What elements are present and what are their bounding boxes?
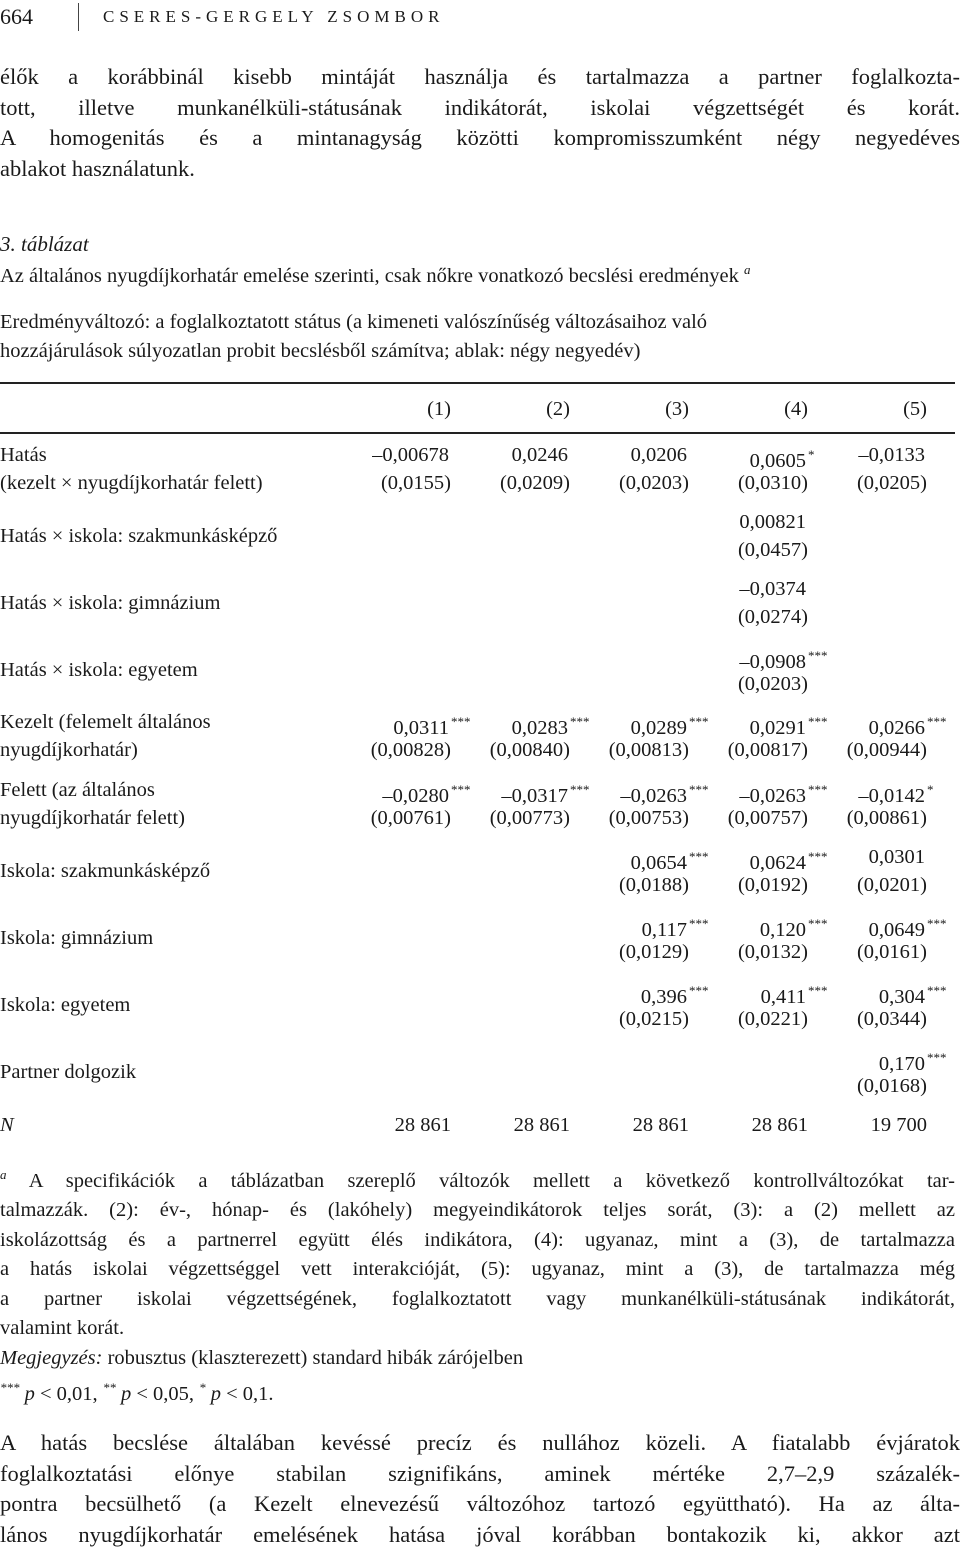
- standard-error-cell: (0,0168): [856, 1075, 927, 1097]
- row-label: [0, 991, 130, 1019]
- n-value: 28 861: [751, 1114, 808, 1136]
- coefficient-value: –0,0263: [620, 784, 687, 807]
- p-symbol: p: [115, 1383, 132, 1406]
- row-label: [0, 656, 198, 684]
- coefficient-value: 0,0301: [868, 846, 925, 868]
- coefficient-value: 0,0311: [393, 716, 449, 739]
- table-title-text: Az általános nyugdíjkorhatár emelése szerinti, csak nőkre vonatkozó becslési eredmények: [0, 264, 739, 287]
- significance-stars: ***: [927, 1050, 947, 1065]
- footnote-mark: a: [0, 1167, 7, 1182]
- footnote-line: talmazzák. (2): év-, hónap- és (lakóhely) megyeindikátorok teljes sorát, (3): a (2) mellett az: [0, 1199, 955, 1222]
- significance-stars: ***: [689, 782, 709, 797]
- significance-stars: ***: [808, 983, 828, 998]
- coefficient-value: –0,0280: [382, 784, 449, 807]
- standard-error-cell: (0,00813): [608, 739, 689, 761]
- coefficient-cell: [698, 575, 836, 603]
- p-symbol: p: [205, 1383, 221, 1406]
- row-label: [0, 708, 211, 764]
- intro-line: ablakot használatunk.: [0, 155, 195, 181]
- row-label: [0, 522, 277, 550]
- standard-error-cell: (0,00761): [370, 807, 451, 829]
- standard-error-cell: (0,0310): [737, 472, 808, 494]
- note-text: robusztus (klaszterezett) standard hibák zárójelben: [102, 1346, 524, 1369]
- row-label-line: Kezelt (felemelt általános: [0, 711, 211, 733]
- standard-error-cell: (0,0161): [856, 941, 927, 963]
- coefficient-value: 0,120: [759, 918, 806, 941]
- significance-stars: ***: [808, 714, 828, 729]
- row-label-line: Hatás × iskola: szakmunkásképző: [0, 525, 278, 547]
- standard-error-cell: (0,00861): [846, 807, 927, 829]
- column-header: (3): [665, 398, 689, 420]
- coefficient-cell: [817, 843, 955, 871]
- outro-line: pontra becsülhető (a Kezelt elnevezésű változóhoz tartozó együttható). Ha az álta-: [0, 1491, 960, 1516]
- n-row-label: N: [0, 1114, 14, 1136]
- coefficient-value: 0,170: [878, 1052, 925, 1075]
- column-header: (2): [546, 398, 570, 420]
- significance-stars: ***: [927, 714, 947, 729]
- p-threshold: < 0,05,: [131, 1383, 200, 1406]
- column-header: (1): [427, 398, 451, 420]
- standard-error-cell: (0,0129): [618, 941, 689, 963]
- footnote-text: A specifikációk a táblázatban szereplő változók mellett a következő kontrollváltozókat tar-: [6, 1169, 955, 1192]
- coefficient-value: 0,304: [878, 985, 925, 1008]
- n-value: 19 700: [870, 1114, 927, 1136]
- intro-line: élők a korábbinál kisebb mintáját használja és tartalmazza a partner foglalkozta-: [0, 64, 960, 89]
- coefficient-value: –0,0374: [739, 578, 806, 600]
- row-label: [0, 441, 263, 497]
- standard-error-cell: (0,0205): [856, 472, 927, 494]
- standard-error-cell: (0,0155): [380, 472, 451, 494]
- table-footnote: [0, 1160, 955, 1410]
- significance-stars: ***: [570, 714, 590, 729]
- significance-stars: ***: [570, 782, 590, 797]
- coefficient-cell: [341, 441, 479, 469]
- coefficient-value: 0,0289: [630, 716, 687, 739]
- standard-error-cell: (0,0203): [618, 472, 689, 494]
- significance-line: [0, 1373, 955, 1409]
- significance-stars: ***: [808, 782, 828, 797]
- standard-error-cell: (0,00817): [727, 739, 808, 761]
- standard-error-cell: (0,0203): [737, 673, 808, 695]
- table-label: 3. táblázat: [0, 232, 89, 256]
- significance-stars: ***: [808, 849, 828, 864]
- footnote-line: a hatás iskolai végzettséggel vett interakcióját, (5): ugyanaz, mint a (3), de tartalmazza még: [0, 1258, 955, 1281]
- coefficient-value: –0,00678: [372, 444, 449, 466]
- coefficient-value: 0,0283: [511, 716, 568, 739]
- row-label-line: Hatás × iskola: gimnázium: [0, 592, 221, 614]
- note-label: Megjegyzés:: [0, 1346, 103, 1369]
- p-symbol: p: [19, 1383, 35, 1406]
- coefficient-cell: [579, 441, 717, 469]
- n-value: 28 861: [394, 1114, 451, 1136]
- coefficient-cell: [817, 441, 955, 469]
- row-label: [0, 776, 185, 832]
- outro-line: foglalkoztatási előnye stabilan szignifikáns, aminek mértéke 2,7–2,9 százalék-: [0, 1460, 960, 1486]
- row-label: [0, 857, 210, 885]
- coefficient-value: –0,0317: [501, 784, 568, 807]
- significance-stars: ***: [808, 648, 828, 663]
- significance-stars: ***: [689, 849, 709, 864]
- coefficient-value: 0,0605: [749, 449, 806, 472]
- coefficient-cell: [460, 441, 598, 469]
- standard-error-cell: (0,0188): [618, 874, 689, 896]
- row-label: [0, 589, 221, 617]
- outro-paragraph: [0, 1428, 960, 1550]
- table-description-line: Eredményváltozó: a foglalkoztatott státus (a kimeneti valószínűség változásaihoz való: [0, 311, 708, 333]
- footnote-line: iskolázottság és a partnerrel együtt élés indikátora, (4): ugyanaz, mint a (3), de tartalmazza: [0, 1228, 955, 1251]
- row-label-line: Partner dolgozik: [0, 1061, 137, 1083]
- intro-line: A homogenitás és a mintanagyság közötti kompromisszumként négy negyedéves: [0, 125, 960, 150]
- footnote-line: valamint korát.: [0, 1317, 125, 1340]
- significance-stars: ***: [927, 983, 947, 998]
- n-value: 28 861: [632, 1114, 689, 1136]
- standard-error-cell: (0,00944): [846, 739, 927, 761]
- significance-stars: ***: [808, 916, 828, 931]
- standard-error-cell: (0,0215): [618, 1008, 689, 1030]
- row-label-line: Felett (az általános: [0, 779, 155, 801]
- running-author: CSERES-GERGELY ZSOMBOR: [103, 7, 445, 26]
- row-label-line: Iskola: egyetem: [0, 994, 131, 1016]
- footnote-line: a partner iskolai végzettségének, foglalkoztatott vagy munkanélküli-státusának indikátorát,: [0, 1287, 955, 1310]
- standard-error-cell: (0,0192): [737, 874, 808, 896]
- row-label: [0, 1058, 136, 1086]
- standard-error-cell: (0,00753): [608, 807, 689, 829]
- coefficient-cell: [698, 508, 836, 536]
- standard-error-cell: (0,0344): [856, 1008, 927, 1030]
- column-header: (5): [903, 398, 927, 420]
- standard-error-cell: (0,00828): [370, 739, 451, 761]
- row-label-line: (kezelt × nyugdíjkorhatár felett): [0, 472, 263, 494]
- significance-stars: ***: [451, 782, 471, 797]
- coefficient-value: 0,0624: [749, 851, 806, 874]
- p-threshold: < 0,1.: [221, 1383, 274, 1406]
- column-header: (4): [784, 398, 808, 420]
- row-label-line: nyugdíjkorhatár): [0, 739, 138, 761]
- n-value: 28 861: [513, 1114, 570, 1136]
- standard-error-cell: (0,0201): [856, 874, 927, 896]
- sig-stars-2: **: [102, 1380, 116, 1396]
- standard-error-cell: (0,0457): [737, 539, 808, 561]
- standard-error-cell: (0,0274): [737, 606, 808, 628]
- significance-stars: ***: [689, 714, 709, 729]
- row-label-line: nyugdíjkorhatár felett): [0, 807, 186, 829]
- coefficient-value: 0,0654: [630, 851, 687, 874]
- coefficient-value: –0,0133: [858, 444, 925, 466]
- standard-error-cell: (0,0132): [737, 941, 808, 963]
- row-label-line: Hatás × iskola: egyetem: [0, 659, 198, 681]
- standard-error-cell: (0,00773): [489, 807, 570, 829]
- standard-error-cell: (0,0209): [499, 472, 570, 494]
- coefficient-value: 0,117: [641, 918, 687, 941]
- coefficient-value: 0,0246: [511, 444, 568, 466]
- intro-line: tott, illetve munkanélküli-státusának indikátorát, iskolai végzettségét és korát.: [0, 94, 960, 120]
- table-description-line: hozzájárulások súlyozatlan probit becslésből számítva; ablak: négy negyedév): [0, 340, 641, 362]
- row-label-line: Iskola: szakmunkásképző: [0, 860, 211, 882]
- p-threshold: < 0,01,: [34, 1383, 103, 1406]
- standard-error-cell: (0,00757): [727, 807, 808, 829]
- coefficient-value: 0,396: [640, 985, 687, 1008]
- row-label: [0, 924, 153, 952]
- significance-stars: ***: [927, 916, 947, 931]
- coefficient-value: 0,0266: [868, 716, 925, 739]
- table-title-note-mark: a: [744, 262, 751, 277]
- significance-stars: ***: [451, 714, 471, 729]
- significance-stars: *: [927, 782, 934, 797]
- outro-line: A hatás becslése általában kevéssé precíz és nullához közeli. A fiatalabb évjáratok: [0, 1430, 960, 1455]
- significance-stars: *: [808, 447, 815, 462]
- outro-line: lános nyugdíjkorhatár emelésének hatása jóval korábban bontakozik ki, akkor azt: [0, 1521, 960, 1547]
- page-number: 664: [0, 4, 33, 29]
- footnote-line: [0, 1160, 955, 1196]
- coefficient-value: –0,0142: [858, 784, 925, 807]
- coefficient-value: 0,411: [760, 985, 806, 1008]
- coefficient-value: –0,0263: [739, 784, 806, 807]
- note-line: [0, 1344, 955, 1374]
- sig-stars-3: ***: [0, 1380, 20, 1396]
- sig-stars-1: *: [199, 1380, 206, 1396]
- row-label-line: Hatás: [0, 444, 47, 466]
- standard-error-cell: (0,00840): [489, 739, 570, 761]
- row-label-line: Iskola: gimnázium: [0, 927, 154, 949]
- coefficient-value: 0,00821: [739, 511, 806, 533]
- standard-error-cell: (0,0221): [737, 1008, 808, 1030]
- coefficient-value: 0,0291: [749, 716, 806, 739]
- coefficient-value: –0,0908: [739, 650, 806, 673]
- significance-stars: ***: [689, 916, 709, 931]
- significance-stars: ***: [689, 983, 709, 998]
- coefficient-value: 0,0206: [630, 444, 687, 466]
- coefficient-value: 0,0649: [868, 918, 925, 941]
